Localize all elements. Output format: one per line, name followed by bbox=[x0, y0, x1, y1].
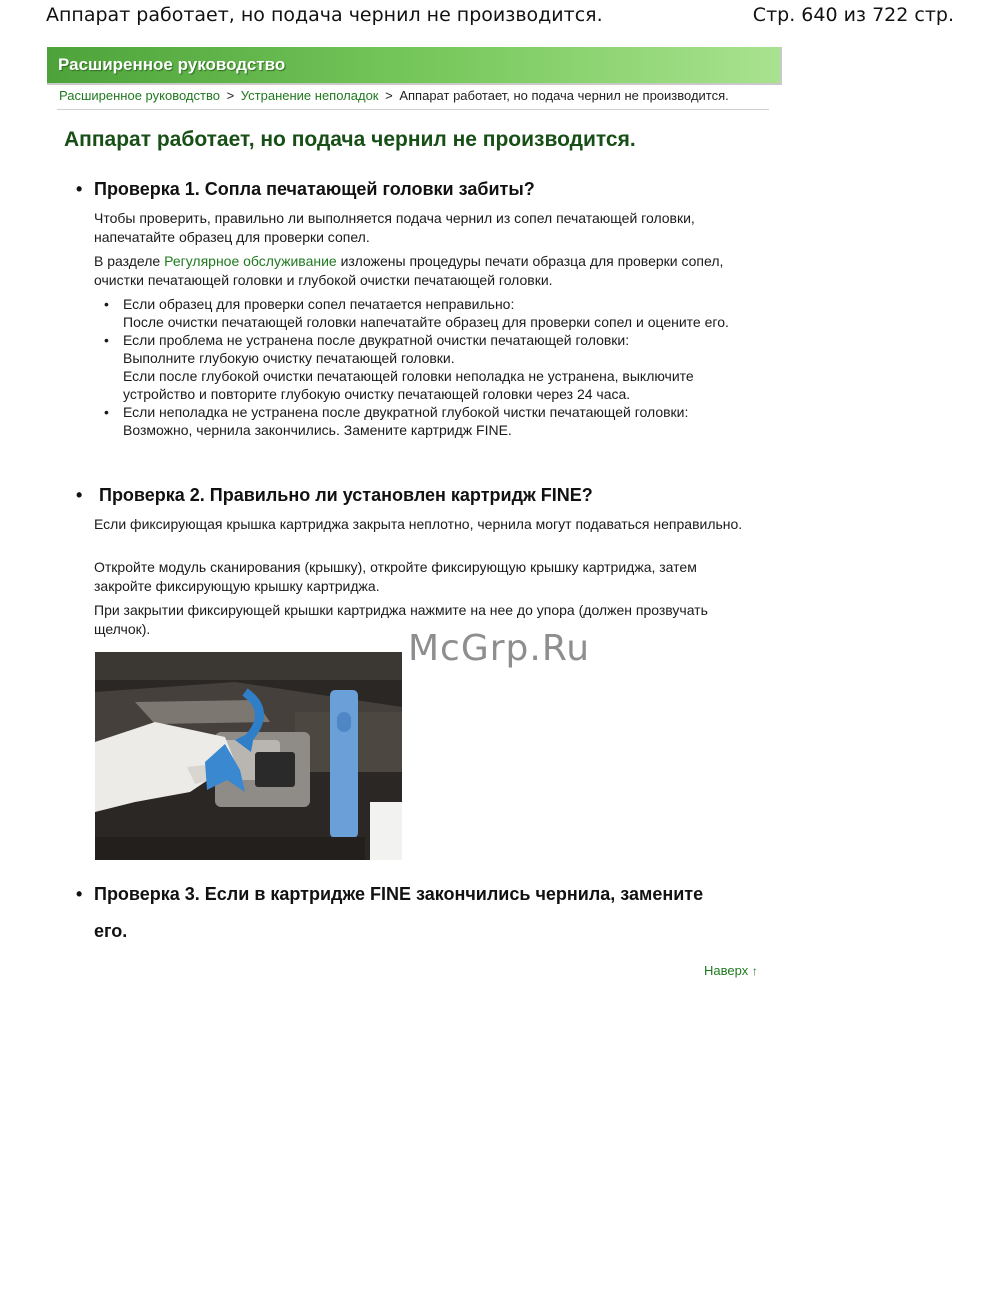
bullet-icon: • bbox=[76, 485, 83, 505]
page-header bbox=[0, 0, 1000, 30]
check2-para2: Откройте модуль сканирования (крышку), откройте фиксирующую крышку картриджа, затем закройте фиксирующую крышку картриджа. bbox=[94, 559, 697, 594]
breadcrumb-divider bbox=[57, 109, 769, 110]
breadcrumb-separator: > bbox=[385, 88, 393, 103]
page-header-title: Аппарат работает, но подача чернил не производится. bbox=[46, 4, 603, 26]
list-item-note: Если после глубокой очистки печатающей головки неполадка не устранена, выключите устройство и повторите глубокую очистку печатающей головки через 24 часа. bbox=[123, 368, 694, 402]
check1-list bbox=[104, 295, 764, 439]
list-item-condition: Если образец для проверки сопел печатается неправильно: bbox=[123, 296, 515, 312]
watermark: McGrp.Ru bbox=[408, 628, 591, 669]
breadcrumb-link-troubleshooting[interactable]: Устранение неполадок bbox=[240, 88, 379, 103]
check1-para1: Чтобы проверить, правильно ли выполняется подача чернил из сопел печатающей головки, напечатайте образец для проверки сопел. bbox=[94, 210, 695, 245]
bullet-icon: • bbox=[76, 884, 83, 904]
check2-heading-text: Проверка 2. Правильно ли установлен картридж FINE? bbox=[99, 485, 593, 505]
check3-heading-text-line1: Проверка 3. Если в картридже FINE закончились чернила, замените bbox=[94, 884, 704, 904]
list-item-condition: Если неполадка не устранена после двукратной глубокой чистки печатающей головки: bbox=[123, 404, 689, 420]
check2-para1: Если фиксирующая крышка картриджа закрыта неплотно, чернила могут подаваться неправильно. bbox=[94, 516, 743, 532]
list-item-action: После очистки печатающей головки напечатайте образец для проверки сопел и оцените его. bbox=[123, 314, 729, 330]
bullet-icon: • bbox=[104, 332, 109, 348]
check1-para2 bbox=[94, 252, 754, 290]
printer-cartridge-photo bbox=[95, 652, 402, 860]
section-banner bbox=[47, 47, 782, 85]
list-item-action: Возможно, чернила закончились. Замените картридж FINE. bbox=[123, 422, 512, 438]
breadcrumb-link-advanced-guide[interactable]: Расширенное руководство bbox=[59, 88, 220, 103]
back-to-top-link[interactable] bbox=[704, 963, 758, 978]
page-title: Аппарат работает, но подача чернил не производится. bbox=[64, 128, 636, 151]
list-item bbox=[104, 331, 764, 403]
list-item bbox=[104, 295, 764, 331]
check1-heading-text: Проверка 1. Сопла печатающей головки забиты? bbox=[94, 179, 535, 199]
bullet-icon: • bbox=[104, 296, 109, 312]
breadcrumb bbox=[59, 88, 769, 103]
up-arrow-icon: ↑ bbox=[751, 964, 758, 978]
check1-para2-suffix: изложены процедуры печати образца для проверки сопел, очистки печатающей головки и глубокой очистки печатающей головки. bbox=[94, 253, 724, 288]
breadcrumb-separator: > bbox=[226, 88, 235, 103]
regular-maintenance-link[interactable]: Регулярное обслуживание bbox=[164, 253, 337, 269]
check3-heading-text-line2: его. bbox=[94, 921, 128, 941]
check2-para3: При закрытии фиксирующей крышки картриджа нажмите на нее до упора (должен прозвучать щелчок). bbox=[94, 602, 708, 637]
list-item-action: Выполните глубокую очистку печатающей головки. bbox=[123, 350, 455, 366]
check1-para2-prefix: В разделе bbox=[94, 253, 165, 269]
page-number: Стр. 640 из 722 стр. bbox=[752, 4, 954, 26]
breadcrumb-current: Аппарат работает, но подача чернил не производится. bbox=[399, 88, 729, 103]
back-to-top-label: Наверх bbox=[704, 963, 749, 978]
list-item bbox=[104, 403, 764, 439]
cartridge-cover-illustration bbox=[95, 652, 402, 860]
list-item-condition: Если проблема не устранена после двукратной очистки печатающей головки: bbox=[123, 332, 630, 348]
banner-label: Расширенное руководство bbox=[58, 55, 286, 74]
bullet-icon: • bbox=[104, 404, 109, 420]
bullet-icon: • bbox=[76, 179, 83, 199]
